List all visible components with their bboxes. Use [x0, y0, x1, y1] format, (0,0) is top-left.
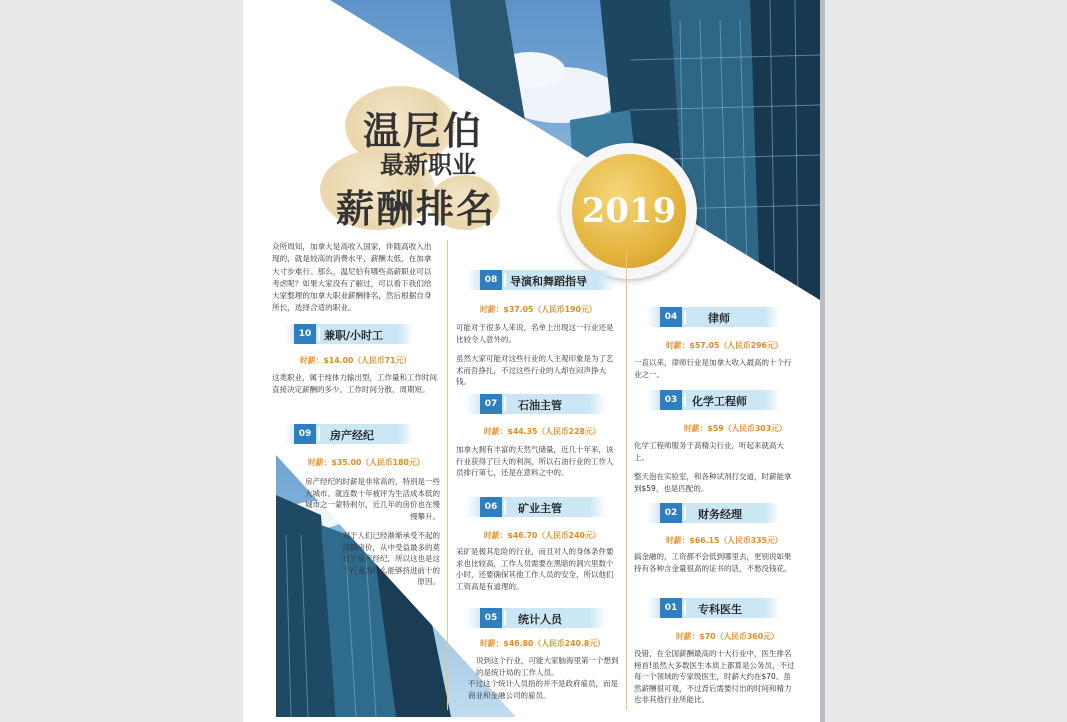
job-wage-10: 时薪：$14.00（人民币71元）: [300, 356, 412, 365]
job-wage-09: 时薪：$35.00（人民币180元）: [308, 458, 425, 467]
job-title: 导演和舞蹈指导: [510, 275, 587, 288]
job-title: 石油主管: [518, 399, 562, 412]
job-paragraph: 搞金融的，工资都不会低到哪里去，更别说如果持有各种含金量很高的证书的话，不愁没钱花。: [634, 552, 792, 573]
job-paragraph: 虽然大家可能对这些行业的人主观印象是为了艺术而吾挣扎，不过这些行业的人却在闷声挣大钱。: [456, 354, 614, 386]
job-paragraph: 加拿大拥有丰富的天然气储量，近几十年来，该行业获得了巨大的利润，所以石油行业的工作人员排行第七，还是在意料之中的。: [456, 445, 614, 477]
job-text-04: [634, 357, 794, 388]
job-header-02: [646, 503, 780, 523]
job-text-08: [456, 322, 618, 396]
job-header-10: [284, 324, 414, 344]
job-header-06: [466, 497, 606, 517]
job-text-10: [272, 372, 438, 403]
job-paragraph: 可能对于很多人来说，名单上出现这一行业还是比较令人意外的。: [456, 323, 614, 344]
job-wage-01: 时薪：$70（人民币360元）: [676, 632, 779, 641]
rank-badge: 02: [660, 503, 682, 523]
job-header-04: [646, 307, 780, 327]
job-wage-05: 时薪：$46.80（人民币240.8元）: [480, 639, 605, 648]
rank-badge: 03: [660, 390, 682, 410]
job-paragraph: 采矿是极其危险的行业，而且对人的身体条件要求也比较高，工作人员需要在黑暗的洞穴里数个小时，还要确保其他工作人员的安全，所以他们工资高是有道理的。: [456, 547, 614, 591]
job-wage-06: 时薪：$46.70（人民币240元）: [484, 531, 601, 540]
job-text-05: [468, 655, 622, 709]
rank-badge: 01: [660, 598, 682, 618]
rank-badge: 04: [660, 307, 682, 327]
rank-badge: 10: [294, 324, 316, 344]
rank-badge: 09: [294, 424, 316, 444]
title-line3: 薪酬排名: [336, 186, 497, 231]
job-paragraph: 说到这个行业，可能大家脑海里第一个想到的是统计局的工作人员。: [476, 656, 619, 677]
job-title: 律师: [708, 312, 730, 325]
job-title: 房产经纪: [330, 429, 374, 442]
job-paragraph: 这类职业，属于纯体力输出型，工作量和工作时间直接决定薪酬的多少。工作时间分散、周期短。: [272, 373, 437, 394]
job-title: 兼职/小时工: [324, 329, 384, 342]
year-badge: [561, 143, 697, 279]
column-divider-1: [447, 240, 448, 710]
job-text-03: [634, 440, 794, 502]
rank-badge: 06: [480, 497, 502, 517]
job-text-06: [456, 546, 618, 600]
job-title: 化学工程师: [692, 395, 747, 408]
rank-badge: 05: [480, 608, 502, 628]
job-title: 统计人员: [518, 613, 562, 626]
job-text-09: [300, 476, 440, 596]
job-paragraph: 房产经纪的时薪是非常高的，特别是一些大城市。就连数十年被评为生活成本低的城市之一蒙特利尔，近几年的房价也在慢慢攀升。: [305, 477, 440, 521]
job-paragraph: 不过这个统计人员指的并不是政府雇员，而是商业和金融公司的雇员。: [468, 679, 618, 700]
job-header-09: [284, 424, 414, 444]
year-text: 2019: [581, 191, 677, 231]
column-divider-2: [626, 250, 627, 710]
job-header-01: [646, 598, 780, 618]
job-title: 专科医生: [698, 603, 742, 616]
job-paragraph: 没错，在全国薪酬最高的十大行业中，医生排名榜首!虽然大多数医生本质上都算是公务员，不过每一个领域的专家级医生，时薪大约在$70。虽然薪酬很可观，不过背后需要付出的时间和精力也非其他行业所能比。: [634, 649, 795, 704]
job-header-08: [466, 270, 616, 290]
year-disc: [572, 154, 686, 268]
job-text-02: [634, 551, 794, 582]
job-header-05: [466, 608, 606, 628]
job-header-03: [646, 390, 780, 410]
job-paragraph: 一直以来，律师行业是加拿大收入最高的十个行业之一。: [634, 358, 792, 379]
job-title: 财务经理: [698, 508, 742, 521]
job-wage-07: 时薪：$44.35（人民币228元）: [484, 427, 601, 436]
job-paragraph: 对于人们已经渐渐承受不起的高额房价，从中受益最多的莫过于房产经纪，所以这也是这个行业为什么能够挤进前十的原因。: [342, 531, 440, 586]
page-edge-bar: [820, 0, 825, 722]
job-text-01: [634, 648, 796, 714]
job-wage-04: 时薪：$57.05（人民币296元）: [666, 341, 783, 350]
job-wage-02: 时薪：$66.15（人民币335元）: [666, 536, 783, 545]
rank-badge: 07: [480, 394, 502, 414]
intro-paragraph: 众所周知，加拿大是高收入国家，伴随高收入出现的，就是较高的消费水平，薪酬太低，在加拿大寸步难行。那么，温尼伯有哪些高薪职业可以考虑呢？如果大家没有了解过，可以看下我们给大家整理的加拿大职业薪酬排名，然后根据自身所长，选择合适的职业。: [272, 242, 432, 313]
rank-badge: 08: [480, 270, 502, 290]
job-wage-03: 时薪：$59（人民币303元）: [684, 424, 787, 433]
job-paragraph: 化学工程师服务于高精尖行业，听起来就高大上。: [634, 441, 784, 462]
job-paragraph: 整天泡在实验室，和各种试剂打交道，时薪能拿到$59，也是匹配的。: [634, 472, 792, 493]
title-line1: 温尼伯: [363, 108, 484, 153]
job-text-07: [456, 444, 618, 487]
job-header-07: [466, 394, 606, 414]
job-title: 矿业主管: [518, 502, 562, 515]
job-wage-08: 时薪：$37.05（人民币190元）: [480, 305, 597, 314]
title-line2: 最新职业: [380, 151, 476, 179]
